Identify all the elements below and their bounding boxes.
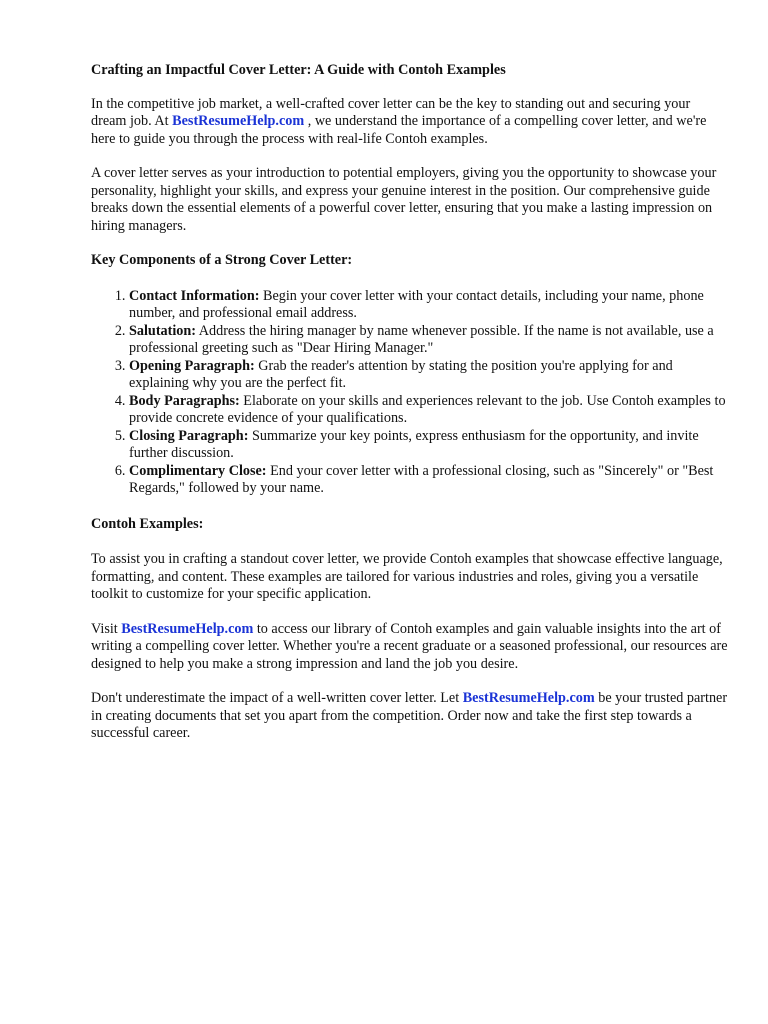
component-text: Grab the reader's attention by stating the position you're applying for and explaining why you are the perfect fit. bbox=[129, 357, 673, 391]
closing-link[interactable]: BestResumeHelp.com bbox=[462, 690, 595, 706]
component-term: Complimentary Close: bbox=[129, 462, 267, 479]
component-text: Summarize your key points, express enthusiasm for the opportunity, and invite further discussion. bbox=[129, 427, 699, 461]
examples-heading: Contoh Examples: bbox=[91, 515, 204, 532]
purpose-paragraph: A cover letter serves as your introduction to potential employers, giving you the opportunity to showcase your personality, highlight your skills, and express your genuine interest in the position. Our comprehensive guide breaks down the essential elements of a powerful cover letter, ensuring that you make a lasting impression on hiring managers. bbox=[91, 165, 717, 234]
component-term: Closing Paragraph: bbox=[129, 427, 249, 444]
visit-paragraph bbox=[91, 621, 728, 674]
components-heading: Key Components of a Strong Cover Letter: bbox=[91, 252, 353, 268]
list-item bbox=[129, 358, 728, 393]
closing-text-before: Don't underestimate the impact of a well-written cover letter. Let bbox=[91, 690, 463, 706]
component-term: Contact Information: bbox=[129, 287, 260, 304]
closing-text-after: be your trusted partner in creating documents that set you apart from the competition. Order now and take the first step towards a successful career. bbox=[91, 690, 728, 741]
component-text: End your cover letter with a professional closing, such as "Sincerely" or "Best Regards," followed by your name. bbox=[129, 462, 714, 496]
list-item bbox=[129, 288, 728, 323]
visit-text-after: to access our library of Contoh examples and gain valuable insights into the art of writing a compelling cover letter. Whether you're a recent graduate or a seasoned professional, our resources are designed to help you make a strong impression and land the job you desire. bbox=[91, 620, 728, 672]
component-term: Body Paragraphs: bbox=[129, 392, 240, 409]
component-text: Address the hiring manager by name whenever possible. If the name is not available, use a professional greeting such as "Dear Hiring Manager." bbox=[129, 322, 714, 356]
document-title: Crafting an Impactful Cover Letter: A Guide with Contoh Examples bbox=[91, 62, 506, 78]
intro-text-after: , we understand the importance of a compelling cover letter, and we're here to guide you through the process with real-life Contoh examples. bbox=[91, 113, 707, 147]
list-item bbox=[129, 463, 728, 498]
component-term: Opening Paragraph: bbox=[129, 357, 255, 374]
intro-paragraph bbox=[91, 96, 728, 149]
list-item bbox=[129, 428, 728, 463]
list-item bbox=[129, 393, 728, 428]
component-text: Elaborate on your skills and experiences relevant to the job. Use Contoh examples to provide concrete evidence of your qualifications. bbox=[129, 392, 726, 426]
list-item bbox=[129, 323, 728, 358]
closing-paragraph bbox=[91, 690, 728, 743]
visit-link[interactable]: BestResumeHelp.com bbox=[121, 620, 254, 637]
components-list bbox=[91, 288, 728, 498]
component-text: Begin your cover letter with your contact details, including your name, phone number, and professional email address. bbox=[129, 287, 704, 321]
component-term: Salutation: bbox=[129, 322, 197, 339]
examples-paragraph: To assist you in crafting a standout cover letter, we provide Contoh examples that showcase effective language, formatting, and content. These examples are tailored for various industries and roles, giving you a versatile toolkit to customize for your specific application. bbox=[91, 551, 723, 602]
intro-link[interactable]: BestResumeHelp.com bbox=[172, 113, 305, 129]
visit-text-before: Visit bbox=[91, 620, 122, 637]
intro-text-before: In the competitive job market, a well-crafted cover letter can be the key to standing out and securing your dream job. At bbox=[91, 95, 691, 129]
